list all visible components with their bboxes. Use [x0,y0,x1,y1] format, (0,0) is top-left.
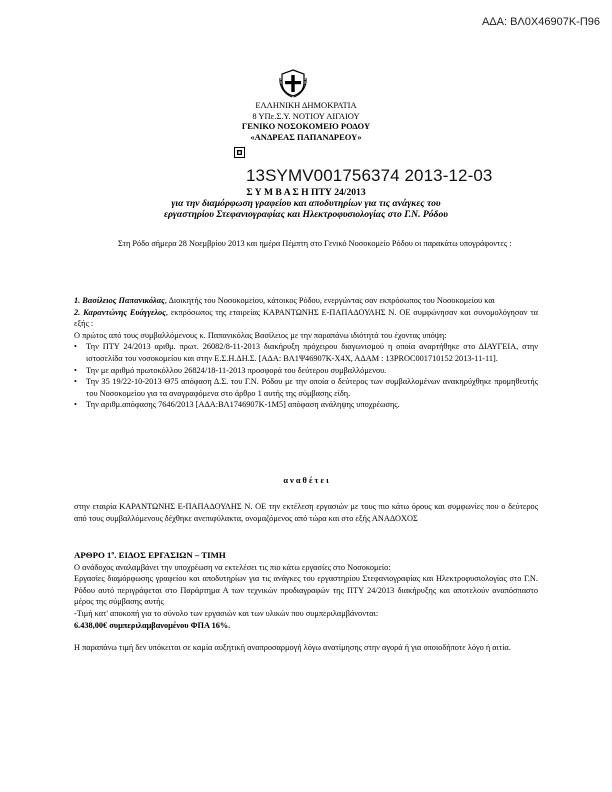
header-line-2: 8 ΥΠε.Σ.Υ. ΝΟΤΙΟΥ ΑΙΓΑΙΟΥ [252,110,360,121]
article-1-price: 6.438,00€ συμπεριλαμβανομένου ΦΠΑ 16%. [74,620,231,630]
contract-title [0,187,612,221]
assignment-paragraph: στην εταιρία ΚΑΡΑΝΤΩΝΗΣ Ε-ΠΑΠΑΔΟΥΛΗΣ Ν. ΟΕ την εκτέλεση εργασιών με τους πιο κάτω όρους και συμφωνίες που ο δεύτερος από τους συμβαλλόμενους δέχθηκε ανεπιφύλακτα, ονομαζόμενος από τώρα και στο εξής ΑΝΑΔΟΧΟΣ [74,502,538,523]
intro-paragraph: Στη Ρόδο σήμερα 28 Νοεμβρίου 2013 και ημέρα Πέμπτη στο Γενικό Νοσοκομείο Ρόδου οι παρακάτω υπογράφοντες : [118,239,512,248]
parties-section [74,295,538,411]
article-1-heading: ΑΡΘΡΟ 1º. ΕΙΔΟΣ ΕΡΓΑΣΙΩΝ – ΤΙΜΗ [74,550,226,560]
party-2 [74,307,538,330]
ada-code: ΑΔΑ: ΒΛ0Χ46907Κ-Π96 [481,16,600,28]
party-2-description: , εκπρόσωπος της εταιρείας ΚΑΡΑΝΤΩΝΗΣ Ε-ΠΑΠΑΔΟΥΛΗΣ Ν. ΟΕ συμφώνησαν και συνομολόγησαν τα εξής : [74,307,538,329]
title-line-3: εργαστηρίου Στεφανιογραφίας και Ηλεκτροφυσιολογίας στο Γ.Ν. Ρόδου [164,209,448,221]
article-1-paragraph-4: Η παραπάνω τιμή δεν υπόκειται σε καμία αυξητική αναπροσαρμογή λόγω ανατίμησης στην αγορά ή για οποιοδήποτε λόγο ή αιτία. [74,643,511,653]
article-1 [74,550,538,654]
title-line-2: για την διαμόρφωση γραφείου και αποδυτηρίων για τις ανάγκες του [171,198,441,210]
header-line-3: ΓΕΝΙΚΟ ΝΟΣΟΚΟΜΕΙΟ ΡΟΔΟΥ [241,121,371,131]
party-2-name: 2. Καραντώνης Ευάγγελος [74,307,166,317]
party-1 [74,295,538,307]
header-line-4: «ΑΝΔΡΕΑΣ ΠΑΠΑΝΔΡΕΟΥ» [250,131,362,142]
party-1-name: 1. Βασίλειος Παπανικόλας [74,296,165,305]
article-1-paragraph-3: -Τιμή κατ' αποκοπή για το σύνολο των εργασιών και των υλικών που συμπεριλαμβάνονται: [74,608,379,618]
list-item: • Την αριθμ.απόφασης 7646/2013 [ΑΔΑ:ΒΛ1746907Κ-1Μ5] απόφαση ανάληψης υποχρέωσης. [74,399,538,411]
list-item: • Την ΠΤΥ 24/2013 αριθμ. πρωτ. 26082/8-11-2013 διακήρυξη πρόχειρου διαγωνισμού η οποία αναρτήθηκε στο ΔΙΑΥΓΕΙΑ, στην ιστοσελίδα του νοσοκομείου και στην Ε.Σ.Η.ΔΗ.Σ. [ΑΔΑ: ΒΛ1Ψ46907Κ-Χ4Χ, ΑΔΑΜ : 13PROC001710152 2013-11-11]. [74,341,538,364]
title-line-1: Σ Υ Μ Β Α Σ Η ΠΤΥ 24/2013 [246,187,366,198]
article-1-paragraph-2: Εργασίες διαμόρφωσης γραφείου και αποδυτηρίων για τις ανάγκες του εργαστηρίου Στεφανιογραφίας και Ηλεκτροφυσιολογίας στο Γ.Ν. Ρόδου αυτό περιγράφεται στο Παράρτημα Α των τεχνικών προδιαγραφών της ΠΤΥ 24/2013 διακήρυξης και αποτελούν αναπόσπαστο μέρος της σύμβασης αυτής [74,574,538,607]
party-1-description: , Διοικητής του Νοσοκομείου, κάτοικος Ρόδου, ενεργώντας σαν εκπρόσωπος του Νοσοκομείου και [164,296,495,305]
header-line-1: ΕΛΛΗΝΙΚΗ ΔΗΜΟΚΡΑΤΙΑ [255,100,357,110]
barcode-icon [234,147,245,158]
greek-coat-of-arms-icon [279,68,307,98]
list-item: • Την με αριθμό πρωτοκόλλου 26824/18-11-2013 προσφορά του δεύτερου συμβαλλόμενου. [74,365,538,377]
assigns-heading: α ν α θ έ τ ε ι [283,476,329,485]
letterhead [0,100,612,142]
list-item: • Την 35 19/22-10-2013 Θ75 απόφαση Δ.Σ. του Γ.Ν. Ρόδου με την οποία ο δεύτερος των συμβαλλομένων ανακηρύχθηκε προμηθευτής του Νοσοκομείου για τα αναγραφόμενα στο άρθρο 1 αυτής της σύμβασης είδη. [74,376,538,399]
article-1-paragraph-1: Ο ανάδοχος αναλαμβάνει την υποχρέωση να εκτελέσει τις πιο κάτω εργασίες στο Νοσοκομείο: [74,562,391,572]
protocol-number: 13SYMV001756374 2013-12-03 [246,166,493,185]
considering-text: Ο πρώτος από τους συμβαλλόμενους κ. Παπανικόλας Βασίλειος με την παραπάνω ιδιότητά του έχοντας υπόψη: [74,330,447,340]
considerations-list [74,341,538,411]
